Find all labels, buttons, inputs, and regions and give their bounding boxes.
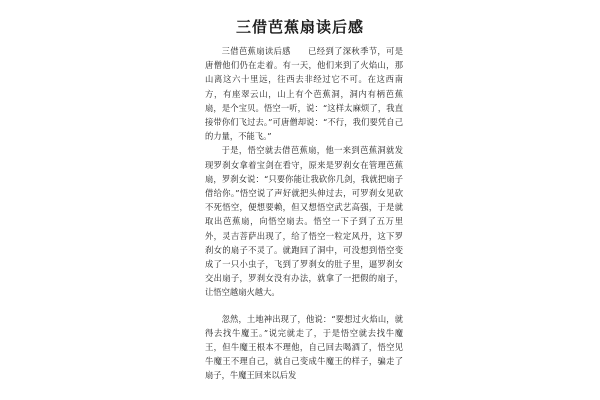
paragraph-2: 于是，悟空就去借芭蕉扇，他一来到芭蕉洞就发现罗刹女拿着宝剑在看守，原来是罗刹女在管理芭蕉扇，罗刹女说：“只要你能让我砍你几剑，我就把扇子借给你。”悟空说了声好就把头伸过去，可罗刹女见砍不死悟空，便想要赖，但又想悟空武艺高强，于是就取出芭蕉扇，向悟空扇去。悟空一下子到了五万里外，灵吉菩萨出现了，给了悟空一粒定风丹，这下罗刹女的扇子不灵了。就跑回了洞中，可没想到悟空变成了一只小虫子，飞到了罗刹女的肚子里，逼罗刹女交出扇子，罗刹女没有办法，就拿了一把假的扇子，让悟空越扇火越大。 [205,145,403,298]
paragraph-3: 忽然，土地神出现了，他说：“要想过火焰山，就得去找牛魔王。”说完就走了，于是悟空就去找牛魔王，但牛魔王根本不理他，自己回去喝酒了，悟空见牛魔王不理自己，就自己变成牛魔王的样子，骗走了扇子，牛魔王回来以后发 [205,313,403,381]
document-title: 三借芭蕉扇读后感 [235,18,364,36]
paragraph-1: 三借芭蕉扇读后感 已经到了深秋季节，可是唐僧他们仍在走着。有一天，他们来到了火焰山，那山离这六十里远，往西去非经过它不可。在这西南方，有座翠云山，山上有个芭蕉洞，洞内有柄芭蕉扇，是个宝贝。悟空一听，说：“这样太麻烦了，我直接带你们飞过去。”可唐僧却说：“不行，我们要凭自己的力量，不能飞。” [205,46,403,142]
document-body [205,44,403,383]
paragraph-gap [205,300,403,312]
